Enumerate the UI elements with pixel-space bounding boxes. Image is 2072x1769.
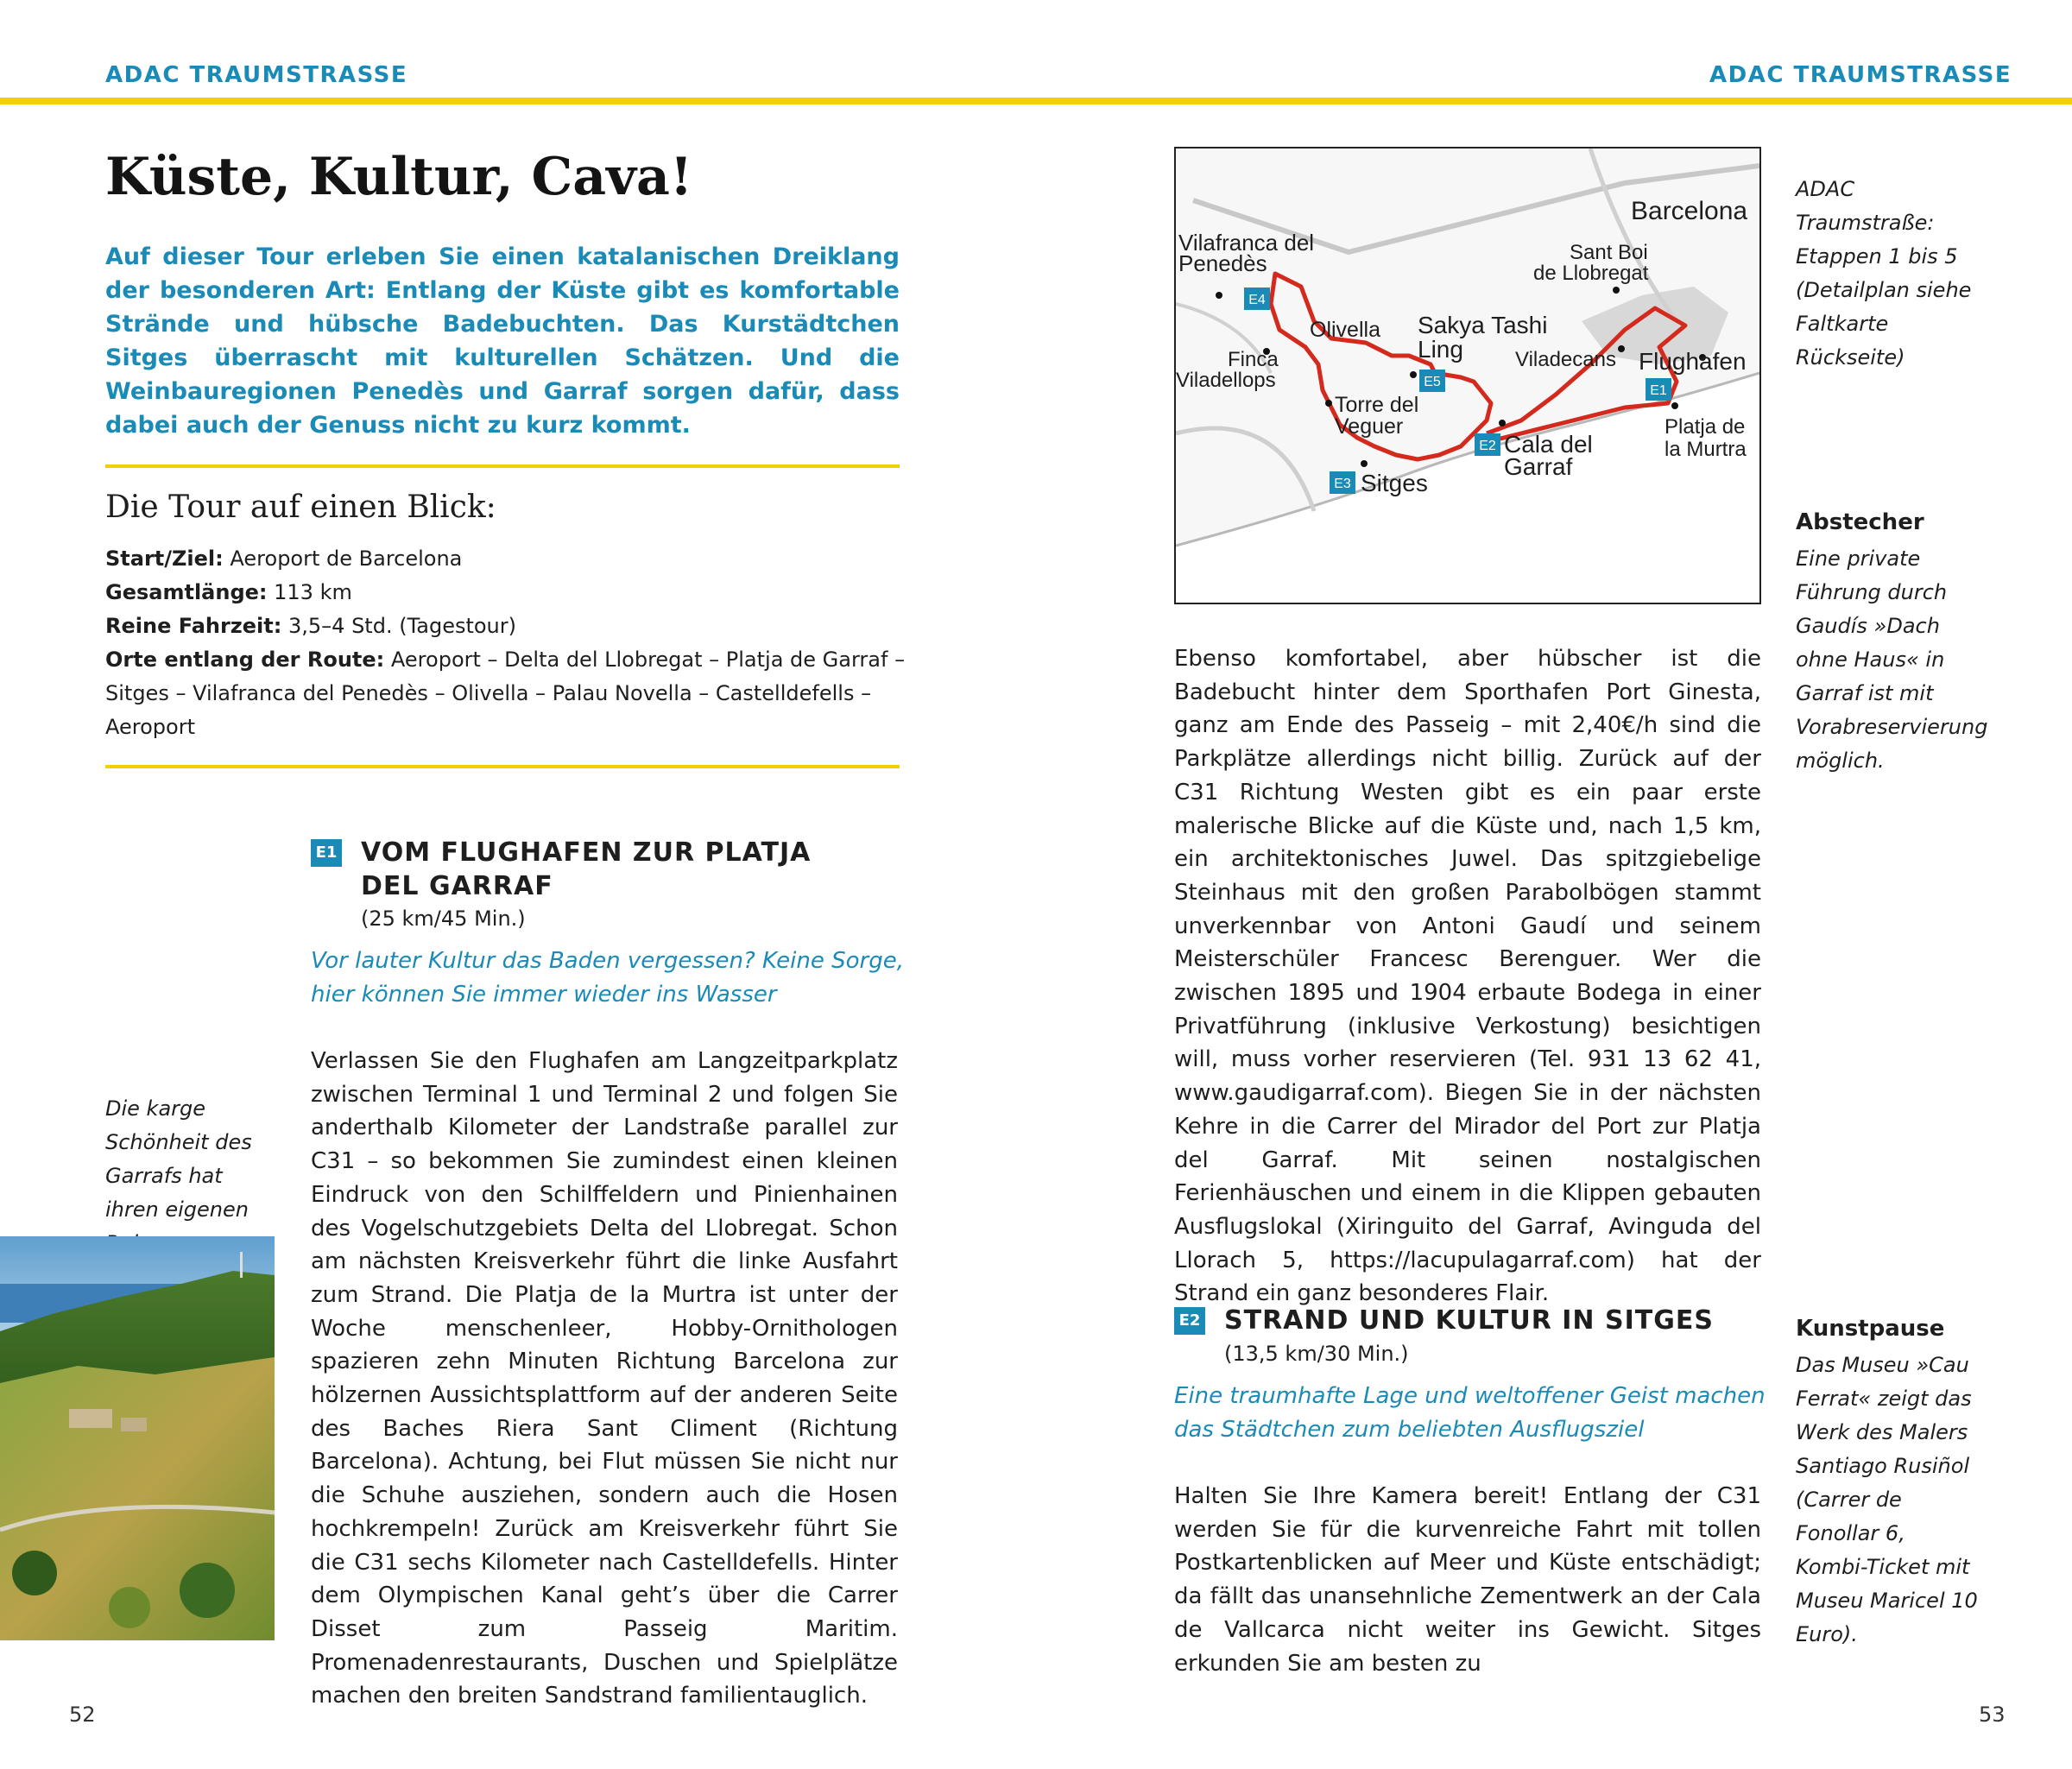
page-number-right: 53 bbox=[1979, 1703, 2006, 1727]
tour-overview-title: Die Tour auf einen Blick: bbox=[105, 490, 496, 525]
stage2-badge: E2 bbox=[1174, 1307, 1205, 1335]
svg-text:E3: E3 bbox=[1334, 477, 1351, 491]
map-label-cala: Cala del bbox=[1504, 431, 1593, 458]
map-label-sakya: Ling bbox=[1418, 336, 1463, 363]
map-label-vilafranca: Vilafranca del bbox=[1178, 230, 1315, 256]
map-label-santboi: de Llobregat bbox=[1533, 262, 1649, 285]
map-label-santboi: Sant Boi bbox=[1570, 241, 1648, 264]
sidebar-abstecher-title: Abstecher bbox=[1796, 509, 1924, 535]
stage2-subtitle: Eine traumhafte Lage und weltoffener Geist machen das Städtchen zum beliebten Ausflugsziel bbox=[1174, 1383, 1766, 1443]
place-dot bbox=[1613, 287, 1620, 294]
photo-caption: Die karge Schönheit des Garrafs hat ihren eigenen bbox=[105, 1096, 252, 1222]
map-label-sitges: Sitges bbox=[1361, 470, 1428, 496]
place-dot bbox=[1216, 292, 1222, 299]
stage2-heading bbox=[1174, 1304, 1770, 1373]
place-dot bbox=[1618, 345, 1625, 352]
header-rule bbox=[0, 98, 2072, 104]
svg-text:E5: E5 bbox=[1424, 375, 1441, 389]
fact-places: Orte entlang der Route: Aeroport – Delta del Llobregat – Platja de Garraf – Sitges – Vilafranca del Penedès – Olivella – Palau Novella – Castelldefells – Aeroport bbox=[105, 648, 906, 739]
stage2-title: STRAND UND KULTUR IN SITGES bbox=[1224, 1305, 1714, 1336]
place-dot bbox=[1671, 402, 1678, 409]
place-dot bbox=[1499, 420, 1506, 426]
stage1-badge: E1 bbox=[311, 839, 342, 867]
map-label-flughafen: Flughafen bbox=[1639, 348, 1747, 375]
stage1-body: Verlassen Sie den Flughafen am Langzeitparkplatz zwischen Terminal 1 und Terminal 2 und folgen Sie anderthalb Kilometer der Landstraße parallel zur C31 – so bekommen Sie zumindest einen kleinen Eindruck von den Schilffeldern und Pinienhainen des Vogelschutzgebiets Delta del Llobregat. Schon am nächsten Kreisverkehr führt die linke Ausfahrt zum Strand. Die Platja de la Murtra ist unter der Woche menschenleer, Hobby-Ornithologen spazieren zehn Minuten Richtung Barcelona zur hölzernen Aussichtsplattform auf der anderen Seite des Baches Riera Sant Climent (Richtung Barcelona). Achtung, bei Flut müssen Sie nicht nur die Schuhe ausziehen, sondern auch die Hosen hochkrempeln! Zurück am Kreisverkehr führt Sie die C31 sechs Kilometer nach Castelldefells. Hinter dem Olympischen Kanal geht’s über die Carrer Disset zum Passeig Maritim. Promenadenrestaurants, Duschen und Spielplätze machen den breiten Sandstrand familientauglich. bbox=[311, 1048, 898, 1709]
running-header-left: ADAC TRAUMSTRASSE bbox=[105, 62, 408, 88]
sidebar-kunstpause-title: Kunstpause bbox=[1796, 1316, 1945, 1342]
map-badge-e1 bbox=[1646, 378, 1671, 401]
map-label-platja: la Murtra bbox=[1665, 438, 1747, 461]
map-label-sakya: Sakya Tashi bbox=[1418, 312, 1548, 338]
place-dot bbox=[1325, 400, 1332, 407]
stage1-distance: (25 km/45 Min.) bbox=[361, 907, 526, 931]
fact-length: Gesamtlänge: 113 km bbox=[105, 580, 352, 604]
fact-start: Start/Ziel: Aeroport de Barcelona bbox=[105, 546, 463, 571]
map-label-cala: Garraf bbox=[1504, 453, 1573, 480]
map-badge-e4 bbox=[1244, 287, 1270, 310]
sidebar-kunstpause-text: Das Museu »Cau Ferrat« zeigt das Werk des Malers Santiago Rusiñol (Carrer de Fonollar 6, Kombi-Ticket mit Museu Maricel 10 Euro). bbox=[1796, 1353, 1978, 1646]
tour-facts bbox=[105, 542, 908, 744]
page-number-left: 52 bbox=[69, 1703, 96, 1727]
map-label-finca: Finca bbox=[1228, 348, 1279, 371]
map-caption: ADAC Traumstraße: Etappen 1 bis 5 (Detailplan siehe Faltkarte Rückseite) bbox=[1796, 177, 1972, 370]
map-badge-e3 bbox=[1330, 471, 1355, 494]
route-map bbox=[1174, 147, 1761, 604]
lead-paragraph: Auf dieser Tour erleben Sie einen katalanischen Dreiklang der besonderen Art: Entlang der Küste gibt es komfortable Strände und hübsche Badebuchten. Das Kurstädtchen Sitges überrascht mit kulturellen Schätzen. Und die Weinbauregionen Penedès und Garraf sorgen dafür, dass dabei auch der Genuss nicht zu kurz kommt. bbox=[105, 243, 900, 439]
route-map-svg bbox=[1176, 148, 1759, 603]
sidebar-abstecher-text: Eine private Führung durch Gaudís »Dach ohne Haus« in Garraf ist mit Vorabreservierung möglich. bbox=[1796, 546, 1988, 773]
map-badge-e2 bbox=[1475, 433, 1500, 456]
map-label-platja: Platja de bbox=[1665, 415, 1746, 439]
map-label-barcelona: Barcelona bbox=[1631, 197, 1748, 225]
place-dot bbox=[1361, 460, 1368, 467]
svg-text:E2: E2 bbox=[1479, 439, 1496, 453]
place-dot bbox=[1410, 371, 1417, 378]
map-label-finca: Viladellops bbox=[1176, 369, 1276, 392]
garraf-landscape-photo bbox=[0, 1236, 275, 1640]
stage2-body: Halten Sie Ihre Kamera bereit! Entlang der C31 werden Sie für die kurvenreiche Fahrt mit tollen Postkartenblicken auf Meer und Küste entschädigt; da fällt das unansehnliche Zementwerk an der Cala de Vallcarca nicht weiter ins Gewicht. Sitges erkunden Sie am besten zu bbox=[1174, 1483, 1761, 1677]
stage2-distance: (13,5 km/30 Min.) bbox=[1224, 1342, 1409, 1366]
page-title: Küste, Kultur, Cava! bbox=[105, 147, 693, 207]
map-badge-e5 bbox=[1419, 370, 1445, 392]
stage1-heading bbox=[311, 836, 906, 939]
divider-bottom bbox=[105, 765, 900, 768]
landscape-illustration bbox=[0, 1236, 275, 1640]
map-label-vilafranca: Penedès bbox=[1178, 250, 1267, 276]
divider-top bbox=[105, 464, 900, 468]
stage1-subtitle: Vor lauter Kultur das Baden vergessen? Keine Sorge, hier können Sie immer wieder ins Wasser bbox=[311, 948, 904, 1008]
right-body-text: Ebenso komfortabel, aber hübscher ist die Badebucht hinter dem Sporthafen Port Ginesta, ganz am Ende des Passeig – mit 2,40€/h sind die Parkplätze allerdings nicht billig. Zurück auf der C31 Richtung Westen gibt es ein paar erste malerische Blicke auf die Küste und, nach 1,5 km, ein architektonisches Juwel. Das spitzgiebelige Steinhaus mit den großen Parabolbögen stammt unverkennbar von Antoni Gaudí und seinem Meisterschüler Francesc Berenguer. Wer die zwischen 1895 und 1904 erbaute Bodega in einer Privatführung (inklusive Verkostung) besichtigen will, muss vorher reservieren (Tel. 931 13 62 41, www.gaudigarraf.com). Biegen Sie in der nächsten Kehre in die Carrer del Mirador del Port zur Platja del Garraf. Mit seinen nostalgischen Ferienhäuschen und einem in die Klippen gebauten Ausflugslokal (Xiringuito del Garraf, Avinguda del Llorach 5, https://lacupulagarraf.com) hat der Strand ein ganz besonderes Flair. bbox=[1174, 646, 1761, 1307]
map-label-viladecans: Viladecans bbox=[1515, 348, 1616, 371]
stage1-title: VOM FLUGHAFEN ZUR PLATJA DEL GARRAF bbox=[361, 837, 812, 901]
fact-time: Reine Fahrzeit: 3,5–4 Std. (Tagestour) bbox=[105, 614, 516, 638]
map-label-torre: Veguer bbox=[1335, 414, 1404, 439]
map-label-olivella: Olivella bbox=[1310, 318, 1380, 342]
svg-text:E4: E4 bbox=[1248, 293, 1266, 307]
running-header-right: ADAC TRAUMSTRASSE bbox=[1709, 62, 2012, 88]
map-label-torre: Torre del bbox=[1335, 393, 1419, 417]
svg-text:E1: E1 bbox=[1650, 383, 1667, 398]
